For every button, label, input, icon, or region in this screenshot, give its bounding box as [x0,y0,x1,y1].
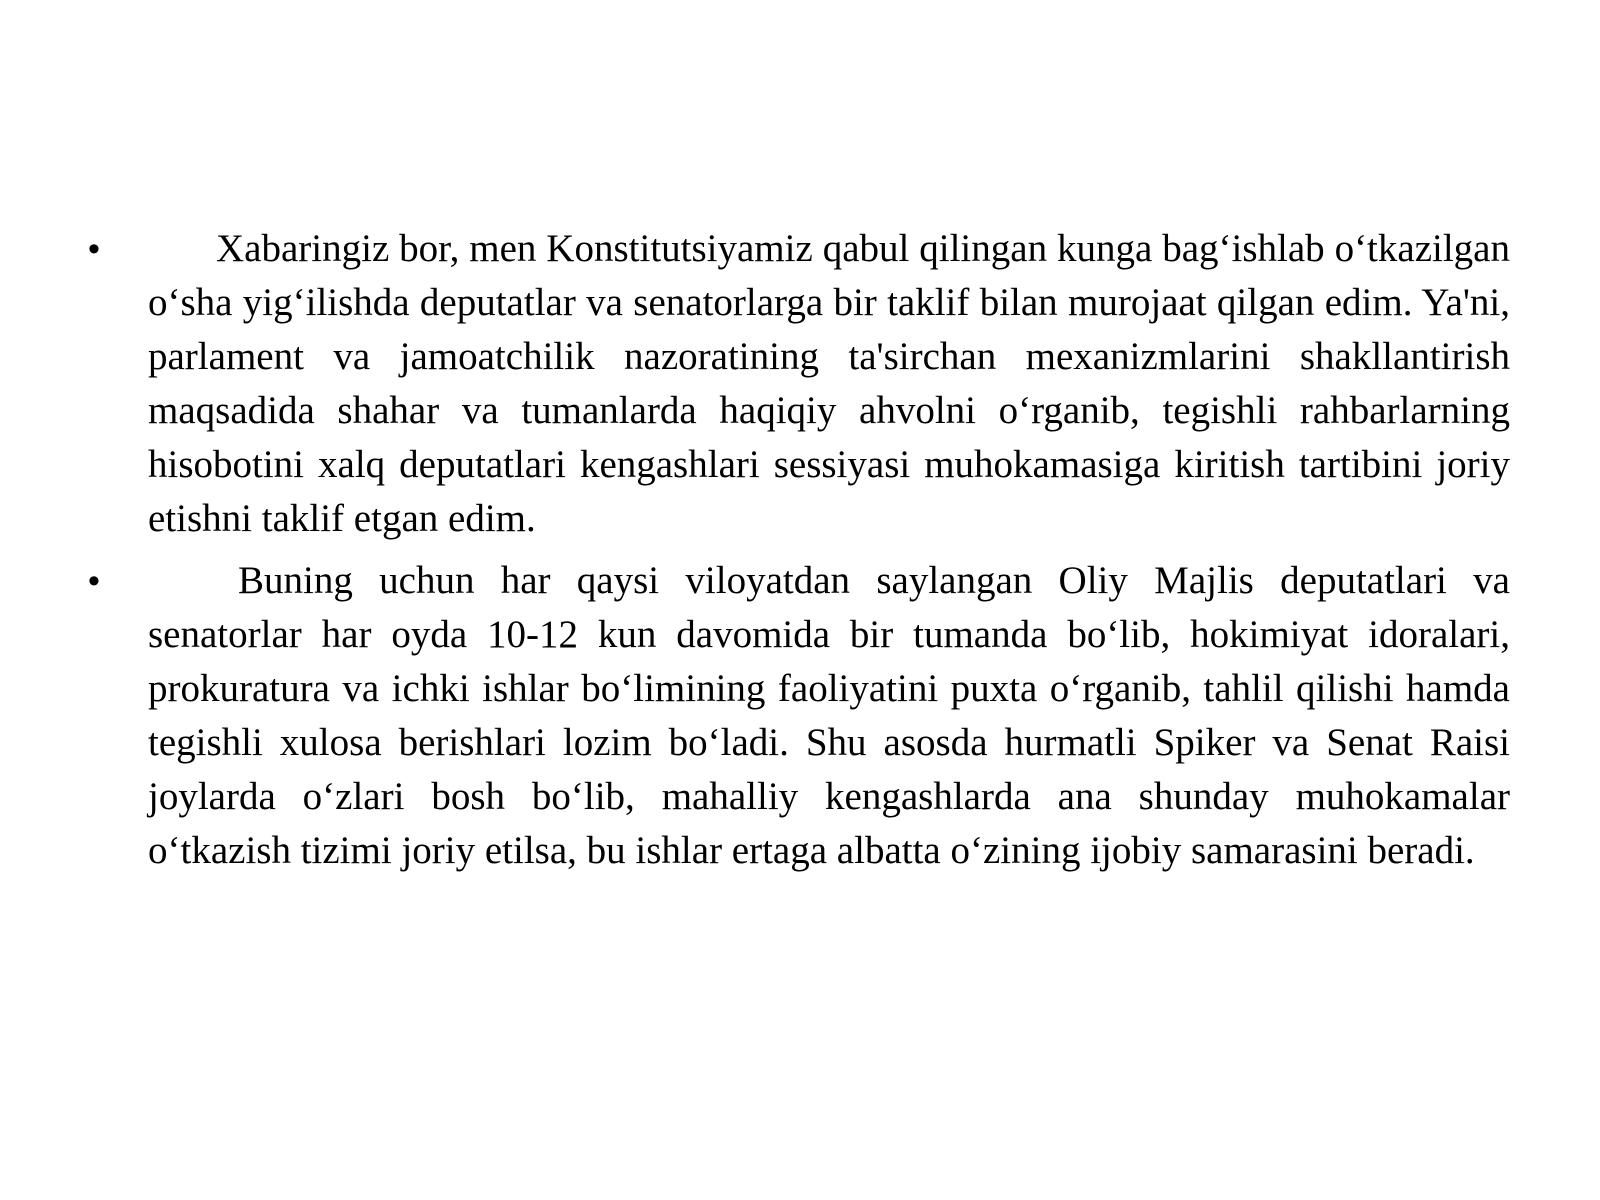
list-item [88,222,1510,546]
bullet-icon: • [88,562,100,600]
bullet-list [88,222,1510,886]
bullet-icon: • [88,230,100,268]
list-item [88,554,1510,878]
paragraph-text: Xabaringiz bor, men Konstitutsiyamiz qabul qilingan kunga bag‘ishlab o‘tkazilgan o‘sha yig‘ilishda deputatlar va senatorlarga bir taklif bilan murojaat qilgan edim. Ya'ni, parlament va jamoatchilik nazoratining ta'sirchan mexanizmlarini shakllantirish maqsadida shahar va tumanlarda haqiqiy ahvolni o‘rganib, tegishli rahbarlarning hisobotini xalq deputatlari kengashlari sessiyasi muhokamasiga kiritish tartibini joriy etishni taklif etgan edim. [148,227,1510,540]
paragraph-text: Buning uchun har qaysi viloyatdan saylangan Oliy Majlis deputatlari va senatorlar har oyda 10-12 kun davomida bir tumanda bo‘lib, hokimiyat idoralari, prokuratura va ichki ishlar bo‘limining faoliyatini puxta o‘rganib, tahlil qilishi hamda tegishli xulosa berishlari lozim bo‘ladi. Shu asosda hurmatli Spiker va Senat Raisi joylarda o‘zlari bosh bo‘lib, mahalliy kengashlarda ana shunday muhokamalar o‘tkazish tizimi joriy etilsa, bu ishlar ertaga albatta o‘zining ijobiy samarasini beradi. [148,559,1510,872]
